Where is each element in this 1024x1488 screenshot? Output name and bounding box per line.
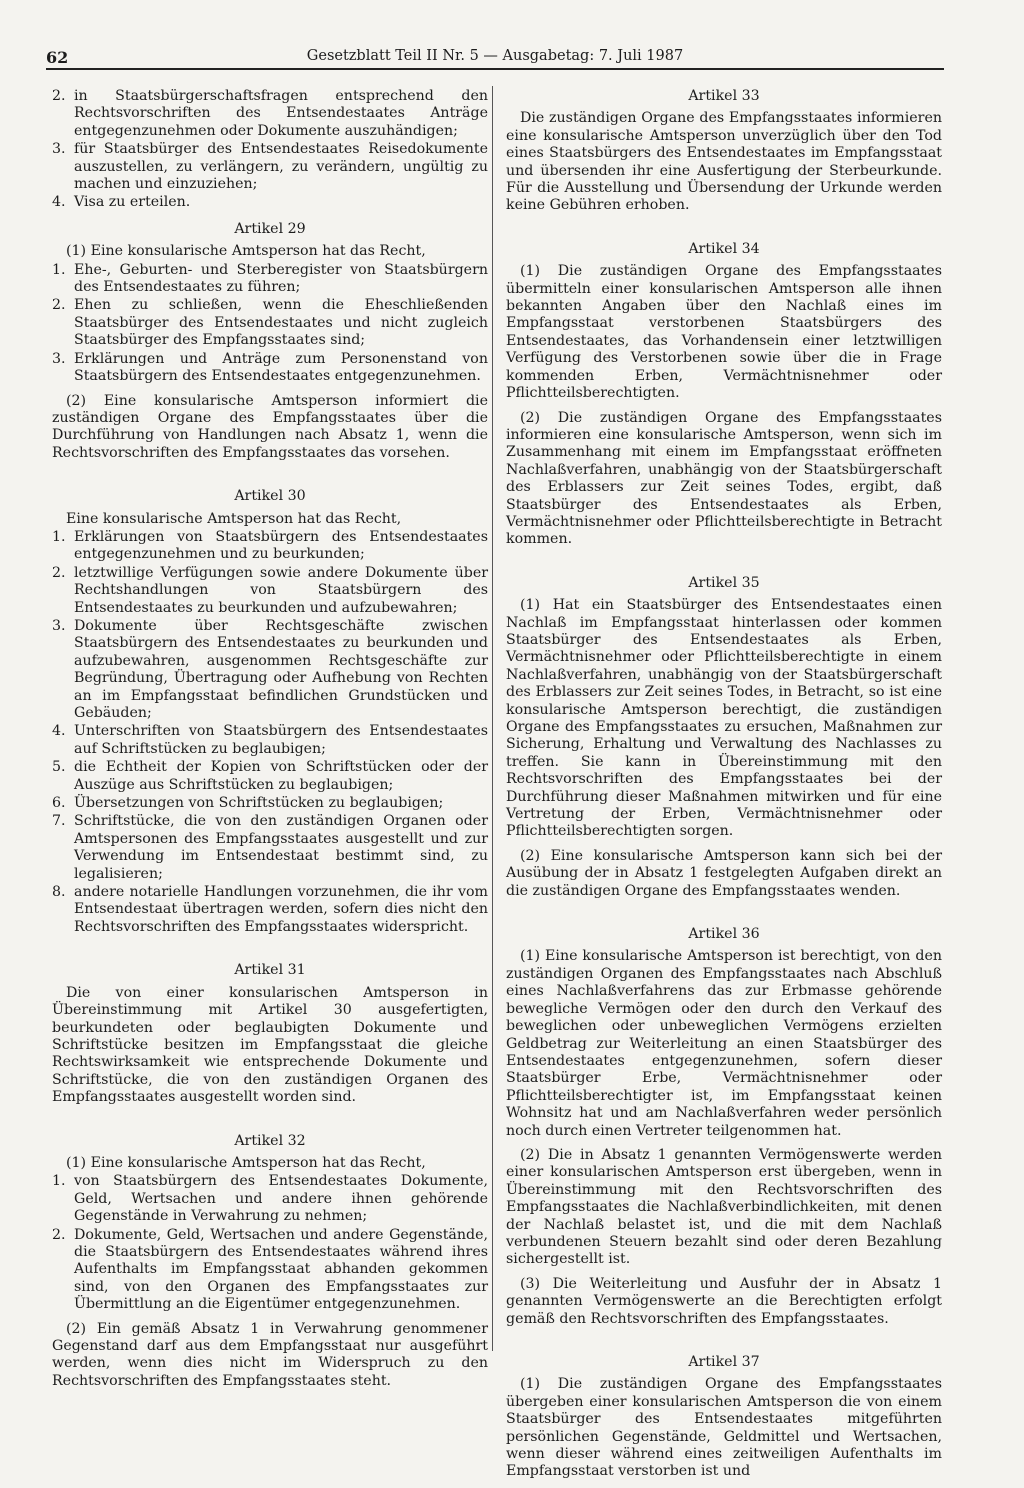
- paragraph: Eine konsularische Amtsperson hat das Recht,: [66, 510, 402, 527]
- list-item: 1. Ehe-, Geburten- und Sterberegister von Staatsbürgern des Entsendestaates zu führen;: [52, 261, 488, 296]
- article-heading: Artikel 29: [234, 220, 306, 237]
- list-item: 2. Ehen zu schließen, wenn die Eheschließenden Staatsbürger des Entsendestaates und nicht zugleich Staatsbürger des Empfangsstaates sind;: [52, 297, 488, 349]
- article-heading: Artikel 35: [688, 574, 760, 591]
- paragraph: (1) Eine konsularische Amtsperson ist berechtigt, von den zuständigen Organen des Empfangsstaates nach Abschluß eines Nachlaßverfahrens das zur Erbmasse gehörende bewegliche Vermögen oder den durch den Verkauf des beweglichen oder unbeweglichen Vermögens erzielten Geldbetrag zur Weiterleitung an einen Staatsbürger des Entsendestaates entgegenzunehmen, sofern dieser Staatsbürger Erbe, Vermächtnisnehmer oder Pflichtteilsberechtigter ist, im Empfangsstaat keinen Wohnsitz hat und am Nachlaßverfahren weder persönlich noch durch einen Vertreter teilgenommen hat.: [506, 948, 942, 1139]
- paragraph: (1) Die zuständigen Organe des Empfangsstaates übergeben einer konsularischen Amtsperson die von einem Staatsbürger des Entsendestaates mitgeführten persönlichen Gegenstände, Geldmittel und Wertsachen, wenn dieser während eines zeitweiligen Aufenthalts im Empfangsstaat verstorben ist und: [506, 1376, 942, 1480]
- list-item: 3. Erklärungen und Anträge zum Personenstand von Staatsbürgern des Entsendestaates entgegenzunehmen.: [52, 350, 488, 385]
- paragraph: Die von einer konsularischen Amtsperson in Übereinstimmung mit Artikel 30 ausgefertigten, beurkundeten oder beglaubigten Dokumente und Schriftstücke besitzen im Empfangsstaat die gleiche Rechtswirksamkeit wie entsprechende Dokumente und Schriftstücke, die von den zuständigen Organen des Empfangsstaates ausgestellt worden sind.: [52, 984, 488, 1106]
- header-title: Gesetzblatt Teil II Nr. 5 — Ausgabetag: 7. Juli 1987: [306, 48, 684, 64]
- paragraph: (2) Eine konsularische Amtsperson kann sich bei der Ausübung der in Absatz 1 festgelegten Aufgaben direkt an die zuständigen Organe des Empfangsstaates wenden.: [506, 847, 942, 899]
- article-heading: Artikel 37: [688, 1354, 760, 1370]
- left-column: [52, 88, 488, 1397]
- list-item: 2. Dokumente, Geld, Wertsachen und andere Gegenstände, die Staatsbürgern des Entsendestaates während ihres Aufenthalts im Empfangsstaat abhanden gekommen sind, von den Organen des Empfangsstaates zur Übermittlung an die Eigentümer entgegenzunehmen.: [52, 1226, 488, 1313]
- article-heading: Artikel 32: [234, 1132, 306, 1149]
- list-item: 3. für Staatsbürger des Entsendestaates Reisedokumente auszustellen, zu verlängern, zu verändern, ungültig zu machen und einzuziehen;: [52, 141, 488, 193]
- paragraph: (1) Die zuständigen Organe des Empfangsstaates übermitteln einer konsularischen Amtsperson alle ihnen bekannten Angaben über den Nachlaß eines im Empfangsstaat verstorbenen Staatsbürgers des Entsendestaates, das Vorhandensein einer letztwilligen Verfügung des Verstorbenen sowie über die in Frage kommenden Erben, Vermächtnisnehmer oder Pflichtteilsberechtigten.: [506, 263, 942, 402]
- right-column: [506, 88, 942, 1488]
- list-item: 1. von Staatsbürgern des Entsendestaates Dokumente, Geld, Wertsachen und andere ihnen gehörende Gegenstände in Verwahrung zu nehmen;: [52, 1173, 488, 1225]
- article-heading: Artikel 34: [688, 240, 760, 257]
- page-number: 62: [46, 48, 69, 67]
- column-divider: [492, 86, 493, 1351]
- article-heading: Artikel 30: [234, 488, 306, 505]
- list-item: 7. Schriftstücke, die von den zuständigen Organen oder Amtspersonen des Empfangsstaates ausgestellt und zur Verwendung im Entsendestaat bestimmt sind, zu legalisieren;: [52, 813, 488, 882]
- list-item: 8. andere notarielle Handlungen vorzunehmen, die ihr vom Entsendestaat übertragen werden, sofern dies nicht den Rechtsvorschriften des Empfangsstaates widerspricht.: [52, 884, 488, 935]
- paragraph: (1) Eine konsularische Amtsperson hat das Recht,: [66, 1154, 426, 1171]
- list-item: 4. Unterschriften von Staatsbürgern des Entsendestaates auf Schriftstücken zu beglaubigen;: [52, 723, 488, 757]
- list-item: 4. Visa zu erteilen.: [52, 194, 191, 211]
- paragraph: (2) Die in Absatz 1 genannten Vermögenswerte werden einer konsularischen Amtsperson erst übergeben, wenn in Übereinstimmung mit den Rechtsvorschriften des Empfangsstaates die Nachlaßverbindlichkeiten, mit denen der Nachlaß belastet ist, und die mit dem Nachlaß verbundenen Steuern bezahlt sind oder deren Bezahlung sichergestellt ist.: [506, 1146, 942, 1268]
- paragraph: (1) Hat ein Staatsbürger des Entsendestaates einen Nachlaß im Empfangsstaat hinterlassen oder kommen Staatsbürger des Entsendestaates als Erben, Vermächtnisnehmer oder Pflichtteilsberechtigte in einem Nachlaßverfahren, unabhängig von der Staatsbürgerschaft des Erblassers zur Zeit seines Todes, in Betracht, so ist eine konsularische Amtsperson berechtigt, die zuständigen Organe des Empfangsstaates zu ersuchen, Maßnahmen zur Sicherung, Erhaltung und Verwaltung des Nachlasses zu treffen. Sie kann in Übereinstimmung mit den Rechtsvorschriften des Empfangsstaates bei der Durchführung dieser Maßnahmen mitwirken und für eine Vertretung der Erben, Vermächtnisnehmer oder Pflichtteilsberechtigten sorgen.: [506, 597, 942, 840]
- paragraph: (3) Die Weiterleitung und Ausfuhr der in Absatz 1 genannten Vermögenswerte an die Berechtigten erfolgt gemäß den Rechtsvorschriften des Empfangsstaates.: [506, 1275, 942, 1327]
- list-item: 5. die Echtheit der Kopien von Schriftstücken oder der Auszüge aus Schriftstücken zu beglaubigen;: [52, 759, 488, 793]
- list-item: 2. in Staatsbürgerschaftsfragen entsprechend den Rechtsvorschriften des Entsendestaates Anträge entgegenzunehmen oder Dokumente auszuhändigen;: [52, 88, 488, 139]
- paragraph: Die zuständigen Organe des Empfangsstaates informieren eine konsularische Amtsperson unverzüglich über den Tod eines Staatsbürgers des Entsendestaates im Empfangsstaat und übersenden ihr eine Ausfertigung der Sterbeurkunde. Für die Ausstellung und Übersendung der Urkunde werden keine Gebühren erhoben.: [506, 110, 942, 214]
- article-heading: Artikel 33: [688, 88, 760, 104]
- paragraph: (2) Die zuständigen Organe des Empfangsstaates informieren eine konsularische Amtsperson, wenn sich im Zusammenhang mit einem im Empfangsstaat eröffneten Nachlaßverfahren, unabhängig von der Staatsbürgerschaft des Erblassers zur Zeit seines Todes, ergibt, daß Staatsbürger des Entsendestaates als Erben, Vermächtnisnehmer oder Pflichtteilsberechtigte in Betracht kommen.: [506, 409, 942, 548]
- article-heading: Artikel 36: [688, 926, 760, 943]
- article-heading: Artikel 31: [234, 962, 306, 979]
- paragraph: (2) Ein gemäß Absatz 1 in Verwahrung genommener Gegenstand darf aus dem Empfangsstaat nur ausgeführt werden, wenn dies nicht im Widerspruch zu den Rechtsvorschriften des Empfangsstaates steht.: [52, 1320, 488, 1389]
- list-item: 6. Übersetzungen von Schriftstücken zu beglaubigen;: [52, 795, 444, 812]
- page-header: [46, 46, 944, 70]
- list-item: 3. Dokumente über Rechtsgeschäfte zwischen Staatsbürgern des Entsendestaates zu beurkunden und aufzubewahren, ausgenommen Rechtsgeschäfte zur Begründung, Übertragung oder Aufhebung von Rechten an im Empfangsstaat befindlichen Grundstücken und Gebäuden;: [52, 617, 488, 721]
- paragraph: (2) Eine konsularische Amtsperson informiert die zuständigen Organe des Empfangsstaates über die Durchführung von Handlungen nach Absatz 1, wenn die Rechtsvorschriften des Empfangsstaates das vorsehen.: [52, 392, 488, 461]
- list-item: 1. Erklärungen von Staatsbürgern des Entsendestaates entgegenzunehmen und zu beurkunden;: [52, 528, 488, 563]
- list-item: 2. letztwillige Verfügungen sowie andere Dokumente über Rechtshandlungen von Staatsbürgern des Entsendestaates zu beurkunden und aufzubewahren;: [52, 564, 488, 616]
- paragraph: (1) Eine konsularische Amtsperson hat das Recht,: [66, 243, 426, 260]
